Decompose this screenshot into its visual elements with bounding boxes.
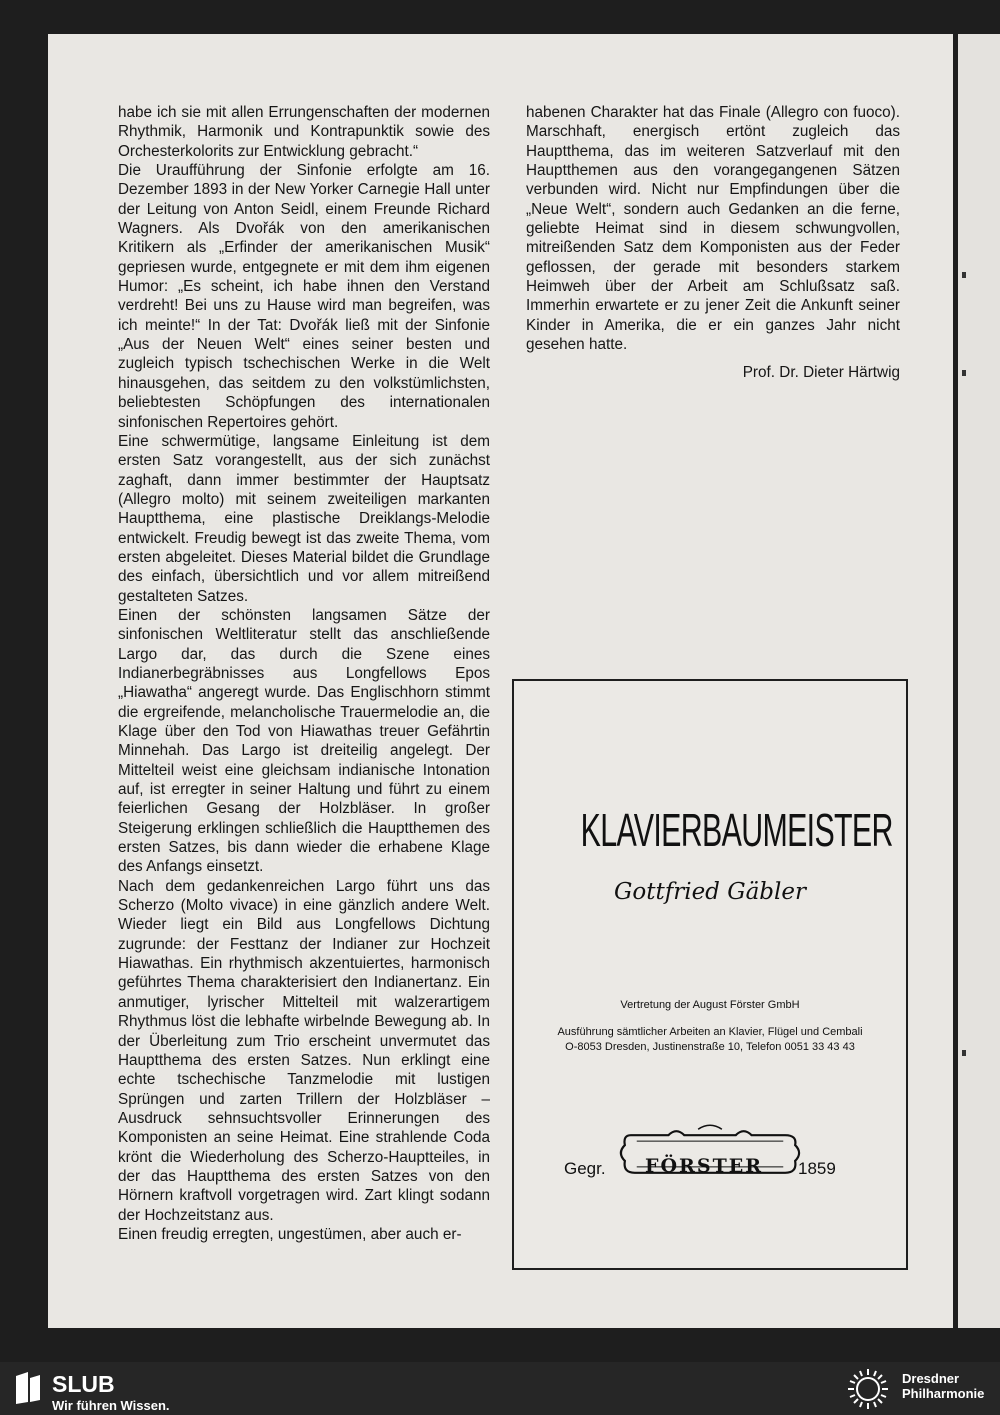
- ad-address-line: O-8053 Dresden, Justinenstraße 10, Telefon 0051 33 43 43: [565, 1041, 855, 1053]
- binding-mark: [962, 1050, 966, 1056]
- right-text-column: [526, 103, 900, 354]
- facing-page-edge: [958, 34, 1000, 1328]
- dp-name-line2: Philharmonie: [902, 1386, 985, 1401]
- paragraph: habenen Charakter hat das Finale (Allegro con fuoco). Marschhaft, energisch ertönt zugleich das Hauptthema, das im weiteren Satzverlauf mit den Hauptthemen aus den vorangegangenen Sätzen verbunden wird. Nicht nur Empfindungen über die „Neue Welt“, sondern auch Gedanken an die ferne, geliebte Heimat sind in diesem schwungvollen, mitreißenden Satz dem Komponisten aus der Feder geflossen, der gerade mit besonders starkem Heimweh über der Arbeit am Schlußsatz saß. Immerhin erwartete er zu jener Zeit die Ankunft seiner Kinder in Amerika, die er ein ganzes Jahr nicht gesehen hatte.: [526, 104, 900, 354]
- slub-logo-icon[interactable]: [14, 1372, 42, 1404]
- ad-brand-name: FÖRSTER: [645, 1155, 763, 1177]
- ad-founded-year: 1859: [798, 1159, 836, 1178]
- dp-name-line1: Dresdner: [902, 1371, 960, 1386]
- dresdner-philharmonie-name[interactable]: [902, 1371, 984, 1401]
- ad-owner-name: Gottfried Gäbler: [614, 879, 806, 905]
- ad-founded-label: Gegr.: [564, 1159, 606, 1178]
- viewer-footer: [0, 1362, 1000, 1415]
- dresdner-philharmonie-logo-icon[interactable]: [846, 1367, 890, 1411]
- binding-mark: [962, 272, 966, 278]
- ad-representation: Vertretung der August Förster GmbH: [620, 999, 800, 1011]
- advertisement-box: [512, 679, 908, 1270]
- paragraph: habe ich sie mit allen Errungenschaften der modernen Rhythmik, Harmonik und Kontrapunktik sowie des Orchesterkolorits zur Entwicklung gebracht.“: [118, 104, 490, 160]
- paragraph: Eine schwermütige, langsame Einleitung ist dem ersten Satz vorangestellt, aus der sich zunächst zaghaft, dann immer bestimmter der Hauptsatz (Allegro molto) mit seinem zweiteiligen markanten Hauptthema, eine plastische Dreiklangs-Melodie entwickelt. Freudig bewegt ist das zweite Thema, vom ersten abgeleitet. Dieses Material bildet die Grundlage des einfach, übersichtlich und vor allem mitreißend gestalteten Satzes.: [118, 432, 490, 605]
- paragraph: Nach dem gedankenreichen Largo führt uns das Scherzo (Molto vivace) in eine gänzlich andere Welt. Wieder liegt ein Bild aus Longfellows Dichtung zugrunde: der Festtanz der Indianer zur Hochzeit Hiawathas. Ein rhythmisch akzentuiertes, harmonisch geführtes Thema charakterisiert den Indianertanz. Ein anmutiger, lyrischer Mittelteil mit walzerartigem Rhythmus löst die lebhafte wirbelnde Bewegung ab. In der Überleitung zum Trio erscheint unvermutet das Hauptthema des ersten Satzes. Nun erklingt eine echte tschechische Tanzmelodie mit lustigen Sprüngen und zarten Trillern der Holzbläser – Ausdruck sehnsuchtsvoller Erinnerungen des Komponisten an seine Heimat. Eine strahlende Coda krönt die Wiederholung des Scherzo-Hauptteiles, in der das Hauptthema des ersten Satzes von den Hörnern kraftvoll vorgetragen wird. Zart klingt sodann der Hochzeitstanz aus.: [118, 877, 490, 1224]
- paragraph: Einen der schönsten langsamen Sätze der sinfonischen Weltliteratur stellt das anschließende Largo dar, das durch die Szene eines Indianerbegräbnisses aus Longfellows Epos „Hiawatha“ angeregt wurde. Das Englischhorn stimmt die ergreifende, melancholische Trauermelodie an, die Klage über den Tod von Hiawathas treuer Gefährtin Minnehah. Das Largo ist dreiteilig angelegt. Der Mittelteil weist eine gleichsam indianische Intonation auf, ist erregter in seiner Haltung und führt zu einem feierlichen Gesang der Holzbläser. In großer Steigerung erklingen schließlich die Hauptthemen des ersten Satzes, bis dann wieder die erhabene Klage des Anfangs einsetzt.: [118, 606, 490, 876]
- left-text-column: [118, 103, 490, 1244]
- author-signature: Prof. Dr. Dieter Härtwig: [742, 364, 900, 381]
- ad-title: KLAVIERBAUMEISTER: [580, 804, 893, 856]
- binding-mark: [962, 370, 966, 376]
- ad-services-line: Ausführung sämtlicher Arbeiten an Klavier, Flügel und Cembali: [557, 1026, 863, 1038]
- paragraph: Die Uraufführung der Sinfonie erfolgte am 16. Dezember 1893 in der New Yorker Carnegie Hall unter der Leitung von Anton Seidl, einem Freunde Richard Wagners. Als Dvořák von den amerikanischen Kritikern als „Erfinder der amerikanischen Musik“ gepriesen wurde, entgegnete er mit dem ihm eigenen Humor: „Es scheint, ich habe ihnen den Verstand verdreht! Bei uns zu Hause wird man begreifen, was ich meinte!“ In der Tat: Dvořák ließ mit der Sinfonie „Aus der Neuen Welt“ eines seiner besten und zugleich typisch tschechischen Werke in die Welt hinausgehen, das seitdem zu den volkstümlichsten, beliebtesten Schöpfungen des internationalen sinfonischen Repertoires gehört.: [118, 162, 490, 431]
- slub-name[interactable]: SLUB: [52, 1371, 115, 1397]
- slub-tagline: Wir führen Wissen.: [52, 1398, 170, 1413]
- ad-services: [514, 1025, 906, 1055]
- paragraph: Einen freudig erregten, ungestümen, aber auch er-: [118, 1225, 462, 1243]
